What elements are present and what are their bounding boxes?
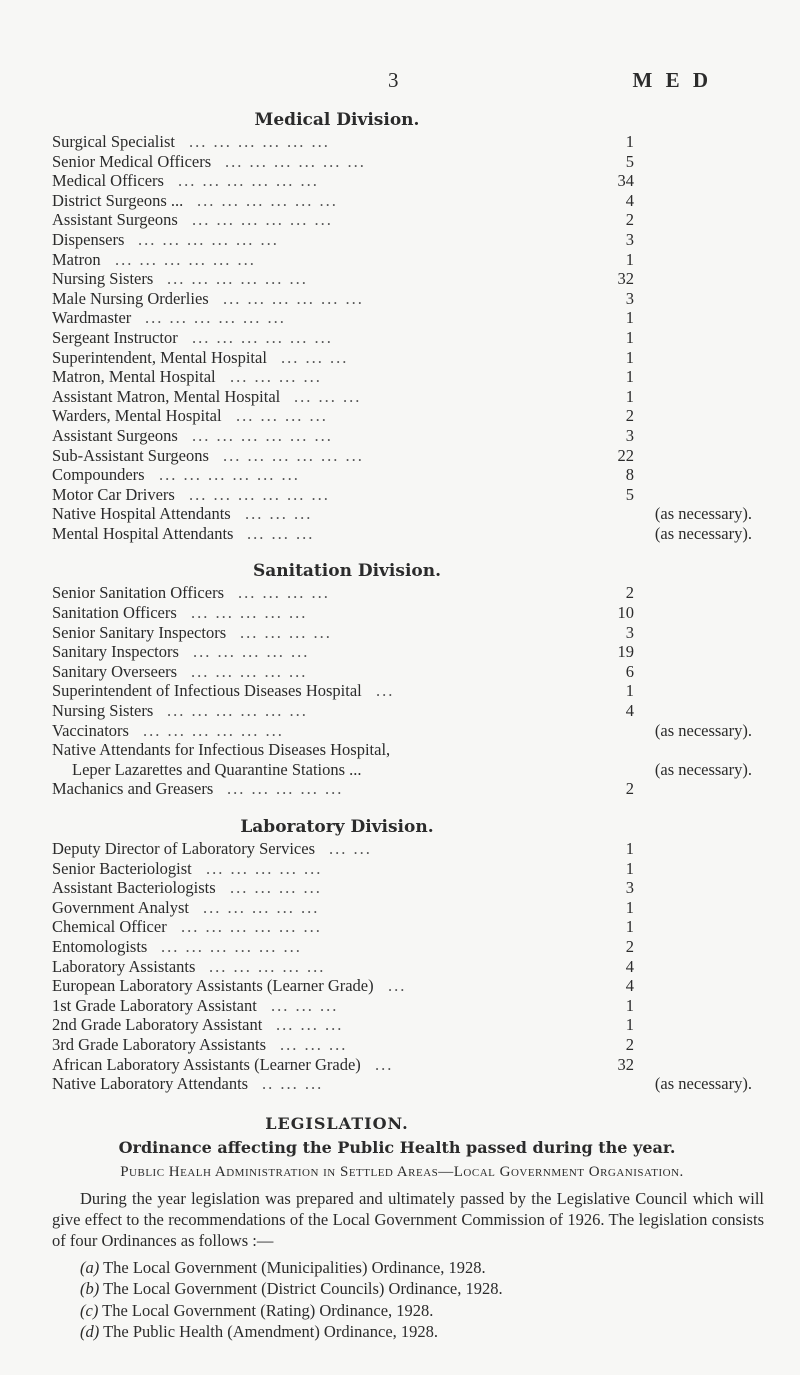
staff-row: [52, 937, 752, 957]
leader-dots: ... ... ... ... ... ...: [223, 445, 364, 465]
staff-label: Superintendent, Mental Hospital: [52, 347, 267, 367]
staff-label: 1st Grade Laboratory Assistant: [52, 995, 257, 1015]
staff-count: 1: [625, 347, 634, 367]
ordinance-list: [52, 1257, 752, 1343]
leader-dots: ... ... ... ... ... ...: [225, 151, 366, 171]
staff-label: Deputy Director of Laboratory Services: [52, 839, 315, 858]
staff-count: 32: [617, 1054, 634, 1074]
leader-dots: ... ... ...: [281, 347, 349, 367]
staff-label: Assistant Surgeons: [52, 210, 178, 230]
legislation-paragraph: During the year legislation was prepared and ultimately passed by the Legislative Council which will give effect to the recommendations of the Local Government Commission of 1926. The legislation consists of four Ordinances as follows :—: [52, 1188, 764, 1250]
staff-label: Sanitation Officers: [52, 603, 177, 623]
staff-count: 10: [617, 603, 634, 623]
staff-label: Senior Medical Officers: [52, 151, 212, 171]
leader-dots: ...: [388, 976, 407, 996]
staff-row: [52, 348, 752, 368]
staff-row: [52, 779, 752, 799]
staff-row: [52, 524, 752, 544]
staff-label: Machanics and Greasers: [52, 779, 214, 799]
leader-dots: ... ... ... ... ... ...: [145, 308, 286, 328]
staff-label: African Laboratory Assistants (Learner Grade): [52, 1054, 361, 1074]
leader-dots: ... ... ... ...: [236, 406, 328, 426]
medical-division-title: Medical Division.: [254, 110, 420, 130]
staff-row: [52, 681, 752, 701]
staff-row: [52, 269, 752, 289]
ordinance-key: (a): [80, 1257, 100, 1277]
staff-count: 1: [625, 327, 634, 347]
ordinance-text: The Local Government (Municipalities) Ordinance, 1928.: [103, 1257, 486, 1277]
staff-label: District Surgeons ...: [52, 190, 184, 210]
staff-count: 4: [625, 701, 634, 721]
staff-label: Superintendent of Infectious Diseases Hospital: [52, 681, 362, 701]
leader-dots: ... ... ... ... ... ...: [178, 171, 319, 191]
staff-count: (as necessary).: [654, 759, 752, 779]
staff-count: 6: [625, 661, 634, 681]
legislation-title: LEGISLATION.: [265, 1113, 409, 1133]
staff-count: 1: [625, 995, 634, 1015]
staff-row: [52, 387, 752, 407]
staff-label: European Laboratory Assistants (Learner Grade): [52, 976, 374, 996]
staff-row: [52, 465, 752, 485]
staff-count: 34: [617, 171, 634, 191]
staff-label: 3rd Grade Laboratory Assistants: [52, 1034, 266, 1054]
ordinance-text: The Public Health (Amendment) Ordinance, 1928.: [103, 1322, 439, 1342]
staff-count: 1: [625, 132, 634, 151]
leader-dots: ... ... ... ... ... ...: [115, 249, 256, 269]
staff-count: 2: [625, 406, 634, 426]
staff-count: 1: [625, 1015, 634, 1035]
staff-count: 1: [625, 897, 634, 917]
staff-label: Native Laboratory Attendants: [52, 1074, 249, 1094]
ordinance-text: The Local Government (District Councils) Ordinance, 1928.: [103, 1279, 503, 1299]
leader-dots: ... ... ... ... ... ...: [189, 132, 330, 151]
staff-count: (as necessary).: [654, 720, 752, 740]
page-header: [0, 68, 800, 98]
staff-label: 2nd Grade Laboratory Assistant: [52, 1015, 263, 1035]
staff-row: [52, 839, 752, 859]
staff-count: 2: [625, 936, 634, 956]
staff-row: [52, 623, 752, 643]
leader-dots: ... ... ...: [294, 386, 362, 406]
leader-dots: ...: [375, 1054, 394, 1074]
leader-dots: ... ... ... ... ...: [191, 661, 308, 681]
staff-label: Assistant Matron, Mental Hospital: [52, 386, 281, 406]
leader-dots: ... ... ... ... ...: [203, 897, 320, 917]
ordinance-key: (d): [80, 1322, 100, 1342]
leader-dots: ... ... ... ... ... ...: [159, 465, 300, 485]
staff-row: [52, 485, 752, 505]
staff-count: 4: [625, 956, 634, 976]
staff-label: Native Attendants for Infectious Diseases Hospital,: [52, 740, 391, 760]
leader-dots: ... ... ...: [276, 1015, 344, 1035]
staff-row: [52, 250, 752, 270]
staff-label: Senior Sanitation Officers: [52, 583, 224, 603]
staff-count: 4: [625, 976, 634, 996]
staff-row: [52, 859, 752, 879]
leader-dots: ... ... ... ... ... ...: [189, 484, 330, 504]
staff-label: Sergeant Instructor: [52, 327, 178, 347]
staff-count: 5: [625, 151, 634, 171]
staff-label: Matron, Mental Hospital: [52, 367, 216, 387]
staff-label: Matron: [52, 249, 101, 269]
leader-dots: ... ... ... ... ... ...: [138, 229, 279, 249]
running-head: M E D: [632, 68, 712, 92]
staff-row: [52, 1035, 752, 1055]
leader-dots: ... ... ... ... ...: [227, 779, 344, 799]
staff-count: 1: [625, 308, 634, 328]
staff-count: 3: [625, 878, 634, 898]
staff-label: Assistant Bacteriologists: [52, 878, 216, 898]
staff-row: [52, 701, 752, 721]
ordinance-item: [52, 1278, 752, 1300]
staff-count: 19: [617, 642, 634, 662]
ordinance-key: (b): [80, 1279, 100, 1299]
staff-row: [52, 976, 752, 996]
leader-dots: ... ... ... ... ... ...: [161, 936, 302, 956]
staff-row: [52, 152, 752, 172]
staff-label: Sanitary Inspectors: [52, 642, 179, 662]
leader-dots: ... ... ... ... ... ...: [167, 701, 308, 721]
staff-row: [52, 721, 752, 741]
staff-count: (as necessary).: [654, 523, 752, 543]
staff-label: Male Nursing Orderlies: [52, 288, 209, 308]
leader-dots: ... ... ... ...: [240, 622, 332, 642]
staff-row: [52, 328, 752, 348]
staff-count: 3: [625, 622, 634, 642]
staff-label: Senior Bacteriologist: [52, 858, 192, 878]
medical-division-list: [52, 132, 752, 543]
leader-dots: .. ... ...: [262, 1074, 324, 1094]
staff-label: Government Analyst: [52, 897, 190, 917]
staff-count: 1: [625, 386, 634, 406]
staff-label: Native Hospital Attendants: [52, 504, 231, 524]
leader-dots: ... ... ... ... ... ...: [223, 288, 364, 308]
staff-count: 2: [625, 583, 634, 603]
staff-label: Chemical Officer: [52, 917, 167, 937]
staff-label: Dispensers: [52, 229, 125, 249]
staff-row: [52, 289, 752, 309]
staff-count: 1: [625, 858, 634, 878]
staff-label: Sub-Assistant Surgeons: [52, 445, 209, 465]
staff-count: 1: [625, 839, 634, 858]
staff-row: [52, 603, 752, 623]
sanitation-division-list: [52, 583, 752, 799]
ordinance-key: (c): [80, 1300, 99, 1320]
laboratory-division-title: Laboratory Division.: [240, 817, 434, 837]
staff-label: Compounders: [52, 465, 145, 485]
staff-row: [52, 171, 752, 191]
staff-row: [52, 740, 752, 760]
leader-dots: ... ... ... ... ... ...: [143, 720, 284, 740]
staff-count: 8: [625, 465, 634, 485]
ordinance-item: [52, 1257, 752, 1279]
staff-label: Entomologists: [52, 936, 148, 956]
staff-count: (as necessary).: [654, 1074, 752, 1094]
leader-dots: ... ... ...: [271, 995, 339, 1015]
staff-label: Senior Sanitary Inspectors: [52, 622, 227, 642]
staff-count: 32: [617, 269, 634, 289]
staff-row: [52, 504, 752, 524]
staff-count: 2: [625, 210, 634, 230]
leader-dots: ... ... ... ... ...: [191, 603, 308, 623]
staff-label: Motor Car Drivers: [52, 484, 175, 504]
staff-label: Medical Officers: [52, 171, 164, 191]
staff-count: 3: [625, 229, 634, 249]
staff-count: (as necessary).: [654, 504, 752, 524]
staff-row: [52, 957, 752, 977]
leader-dots: ... ... ...: [245, 504, 313, 524]
staff-count: 22: [617, 445, 634, 465]
staff-label: Assistant Surgeons: [52, 425, 178, 445]
staff-label: Warders, Mental Hospital: [52, 406, 222, 426]
staff-row: [52, 583, 752, 603]
page-number: 3: [388, 68, 399, 92]
ordinance-text: The Local Government (Rating) Ordinance, 1928.: [102, 1300, 434, 1320]
leader-dots: ... ... ... ... ... ...: [192, 327, 333, 347]
staff-row: [52, 308, 752, 328]
leader-dots: ... ...: [329, 839, 372, 858]
staff-count: 5: [625, 484, 634, 504]
staff-count: 2: [625, 1034, 634, 1054]
laboratory-division-list: [52, 839, 752, 1094]
staff-count: 1: [625, 249, 634, 269]
staff-label: Sanitary Overseers: [52, 661, 178, 681]
staff-row: [52, 367, 752, 387]
staff-row: [52, 662, 752, 682]
staff-count: 1: [625, 367, 634, 387]
staff-row: [52, 760, 752, 780]
leader-dots: ... ... ... ... ... ...: [181, 917, 322, 937]
staff-count: 1: [625, 917, 634, 937]
legislation-subtitle: Ordinance affecting the Public Health passed during the year.: [118, 1137, 676, 1157]
staff-row: [52, 446, 752, 466]
leader-dots: ... ... ... ... ...: [193, 642, 310, 662]
staff-row: [52, 230, 752, 250]
ordinance-item: [52, 1321, 752, 1343]
leader-dots: ... ... ... ...: [238, 583, 330, 603]
staff-count: 2: [625, 779, 634, 799]
staff-row: [52, 642, 752, 662]
legislation-heading: Public Healh Administration in Settled Areas—Local Government Organisation.: [120, 1163, 684, 1180]
staff-label: Nursing Sisters: [52, 269, 154, 289]
staff-row: [52, 426, 752, 446]
staff-row: [52, 1015, 752, 1035]
content: [52, 108, 764, 1343]
ordinance-item: [52, 1300, 752, 1322]
staff-row: [52, 132, 752, 152]
leader-dots: ... ... ...: [247, 523, 315, 543]
sanitation-division-title: Sanitation Division.: [252, 561, 442, 582]
leader-dots: ... ... ... ...: [230, 367, 322, 387]
staff-label: Laboratory Assistants: [52, 956, 196, 976]
leader-dots: ... ... ...: [280, 1034, 348, 1054]
staff-count: 3: [625, 288, 634, 308]
staff-row: [52, 1074, 752, 1094]
leader-dots: ...: [376, 681, 395, 701]
staff-count: 3: [625, 425, 634, 445]
staff-count: 1: [625, 681, 634, 701]
staff-label: Wardmaster: [52, 308, 132, 328]
staff-row: [52, 996, 752, 1016]
leader-dots: ... ... ... ... ... ...: [197, 190, 338, 210]
leader-dots: ... ... ... ... ... ...: [167, 269, 308, 289]
staff-label: Vaccinators: [52, 720, 129, 740]
staff-label: Leper Lazarettes and Quarantine Stations ...: [72, 759, 362, 779]
staff-label: Mental Hospital Attendants: [52, 523, 234, 543]
staff-row: [52, 1055, 752, 1075]
staff-row: [52, 917, 752, 937]
staff-label: Nursing Sisters: [52, 701, 154, 721]
leader-dots: ... ... ... ... ... ...: [192, 425, 333, 445]
leader-dots: ... ... ... ...: [230, 878, 322, 898]
staff-row: [52, 210, 752, 230]
staff-label: Surgical Specialist: [52, 132, 175, 151]
staff-row: [52, 406, 752, 426]
staff-count: 4: [625, 190, 634, 210]
leader-dots: ... ... ... ... ... ...: [192, 210, 333, 230]
staff-row: [52, 191, 752, 211]
leader-dots: ... ... ... ... ...: [209, 956, 326, 976]
leader-dots: ... ... ... ... ...: [206, 858, 323, 878]
staff-row: [52, 898, 752, 918]
staff-row: [52, 878, 752, 898]
